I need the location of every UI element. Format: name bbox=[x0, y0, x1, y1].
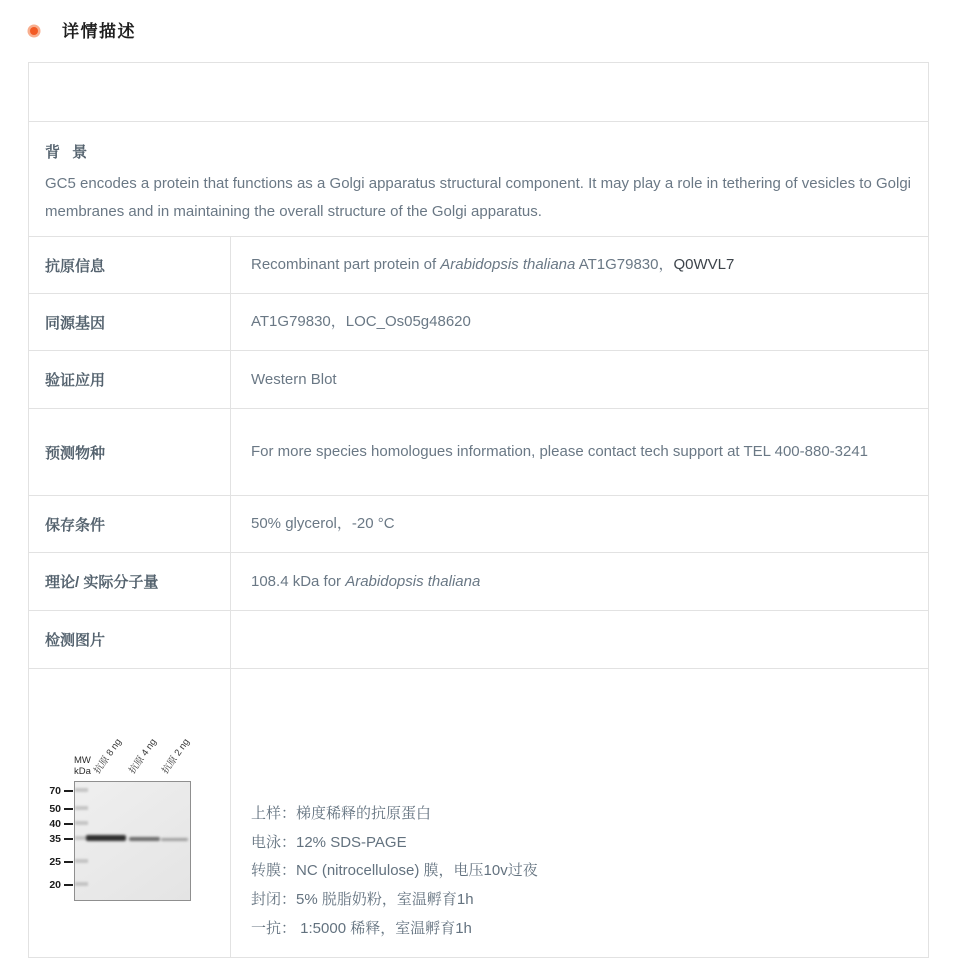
row-value bbox=[231, 409, 928, 495]
mw-unit-line1: MW bbox=[74, 755, 91, 766]
empty-row bbox=[29, 63, 928, 122]
lane-label: 抗原 2 ng bbox=[159, 736, 193, 776]
row-value bbox=[231, 237, 928, 293]
row-value bbox=[231, 611, 928, 668]
lane-label: 抗原 8 ng bbox=[91, 736, 125, 776]
wb-band-lane2 bbox=[129, 837, 160, 841]
ladder-tick bbox=[64, 808, 73, 810]
mw-prefix: 108.4 kDa for bbox=[251, 572, 346, 590]
row-label: 同源基因 bbox=[29, 294, 231, 350]
page-title: 详情描述 bbox=[62, 22, 136, 41]
marker-band bbox=[75, 821, 88, 825]
section-header bbox=[28, 17, 136, 42]
ladder-tick bbox=[64, 861, 73, 863]
marker-band bbox=[75, 859, 88, 863]
antigen-prefix: Recombinant part protein of bbox=[251, 256, 441, 273]
marker-band bbox=[75, 882, 88, 886]
ladder-tick bbox=[64, 838, 73, 840]
wb-band-lane1 bbox=[86, 835, 126, 841]
table-row-antigen bbox=[29, 237, 928, 294]
ladder-label: 25 bbox=[49, 856, 61, 868]
gel-image bbox=[74, 781, 191, 901]
row-value: 50% glycerol，-20 °C bbox=[251, 515, 395, 532]
row-value bbox=[231, 553, 928, 610]
background-row bbox=[29, 122, 928, 237]
table-row-figure bbox=[29, 669, 928, 957]
lane-label: 抗原 4 ng bbox=[126, 736, 160, 776]
protocol-line: 转膜：NC (nitrocellulose) 膜，电压10v过夜 bbox=[251, 862, 538, 880]
ladder-label: 35 bbox=[49, 833, 61, 845]
table-row-detection-images bbox=[29, 611, 928, 669]
accession-text: Q0WVL7 bbox=[673, 256, 735, 273]
row-label: 验证应用 bbox=[29, 351, 231, 408]
mw-unit-line2: kDa bbox=[74, 766, 91, 777]
species-italic: Arabidopsis thaliana bbox=[440, 256, 576, 273]
ladder-tick bbox=[64, 823, 73, 825]
row-value: AT1G79830，LOC_Os05g48620 bbox=[251, 313, 471, 330]
table-row-homolog bbox=[29, 294, 928, 351]
protocol-line: 封闭：5% 脱脂奶粉，室温孵育1h bbox=[251, 891, 474, 909]
predicted-species-text: For more species homologues information, please contact tech support at TEL 400-880-3241 bbox=[251, 443, 869, 460]
row-label: 预测物种 bbox=[29, 409, 231, 495]
row-label: 检测图片 bbox=[29, 611, 231, 668]
species-italic: Arabidopsis thaliana bbox=[345, 572, 481, 590]
row-value: Western Blot bbox=[251, 370, 337, 388]
row-label: 抗原信息 bbox=[29, 237, 231, 293]
row-label: 理论/ 实际分子量 bbox=[29, 553, 231, 610]
ladder-label: 40 bbox=[49, 818, 61, 830]
table-row-predicted-species bbox=[29, 409, 928, 496]
ladder-tick bbox=[64, 790, 73, 792]
protocol-line: 一抗： 1:5000 稀释，室温孵育1h bbox=[251, 919, 472, 937]
wb-band-lane3 bbox=[161, 838, 188, 841]
marker-band bbox=[75, 788, 88, 792]
row-label: 保存条件 bbox=[29, 496, 231, 552]
table-row-application bbox=[29, 351, 928, 409]
table-row-molecular-weight bbox=[29, 553, 928, 611]
orange-bullet-icon bbox=[30, 27, 38, 35]
protocol-line: 上样：梯度稀释的抗原蛋白 bbox=[251, 805, 432, 822]
detail-table bbox=[28, 62, 929, 958]
background-text: GC5 encodes a protein that functions as a Golgi apparatus structural component. It may play a role in tethering of vesicles to Golgi membranes and in maintaining the overall structure of the Golgi apparatus. bbox=[45, 175, 911, 220]
mw-unit-label bbox=[74, 755, 91, 777]
antigen-gene: AT1G79830， bbox=[575, 256, 674, 273]
marker-band bbox=[75, 806, 88, 810]
protocol-list bbox=[231, 669, 928, 957]
protocol-line: 电泳：12% SDS-PAGE bbox=[251, 833, 407, 851]
ladder-tick bbox=[64, 884, 73, 886]
ladder-label: 70 bbox=[49, 785, 61, 797]
western-blot-figure bbox=[29, 669, 231, 957]
background-label: 背 景 bbox=[45, 144, 92, 161]
table-row-storage bbox=[29, 496, 928, 553]
ladder-label: 20 bbox=[49, 879, 61, 891]
ladder-label: 50 bbox=[49, 803, 61, 815]
